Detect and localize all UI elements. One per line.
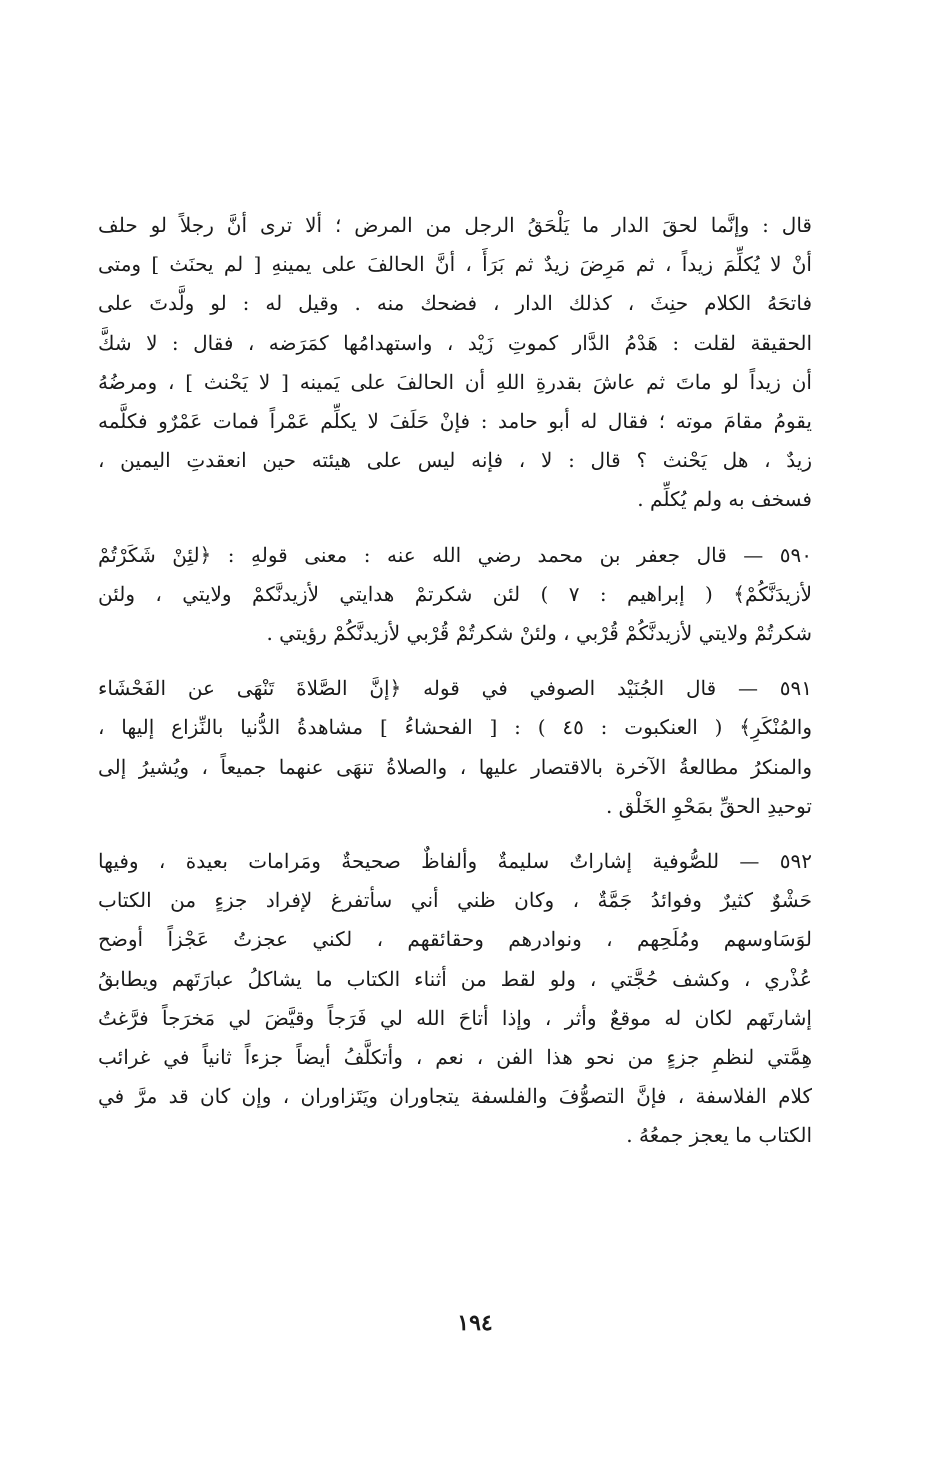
paragraph-continued [98, 206, 812, 520]
text-line: أنْ لا يُكلِّمَ زيداً ، ثم مَرِضَ زيدٌ ثم بَرَأَ ، أنَّ الحالفَ على يمينهِ [ لم يحنَث ] ومتى [98, 252, 812, 277]
text-line: إشارتَهم لكان له موقعٌ وأثر ، وإذا أتاحَ الله لي فَرَجاً وقيَّضَ لي مَخرَجاً فرَّغتُ [98, 1005, 812, 1030]
text-line: الحقيقة لقلت : هَدْمُ الدَّار كموتِ زَيْد ، واستهدامُها كمَرَضه ، فقال : لا شكَّ [98, 330, 812, 355]
text-line: يقومُ مقامَ موته ؛ فقال له أبو حامد : فإنْ حَلَفَ لا يكلِّم عَمْراً فمات عَمْرٌو فكلَّمه [98, 409, 812, 434]
text-line: والمُنْكَرِ﴾ ( العنكبوت : ٤٥ ) : [ الفحشاءُ ] مشاهدةُ الدُّنيا بالنِّزاع إليها ، [98, 715, 812, 740]
paragraph-592 [98, 842, 812, 1156]
main-text [98, 206, 812, 1156]
paragraph-590 [98, 536, 812, 654]
text-line: الكتاب ما يعجز جمعُهُ . [626, 1123, 812, 1148]
text-line: ٥٩٢ — للصُّوفية إشاراتٌ سليمةٌ وألفاظٌ صحيحةٌ ومَرامات بعيدة ، وفيها [98, 849, 812, 874]
text-line: فاتحَهُ الكلام حنِثَ ، كذلك الدار ، فضحك منه . وقيل له : لو ولَّدتَ على [98, 291, 812, 316]
text-line: ٥٩١ — قال الجُنَيْد الصوفي في قوله ﴿إنَّ الصَّلاةَ تَنْهَى عن الفَحْشَاء [98, 676, 812, 701]
text-line: أن زيداً لو ماتَ ثم عاشَ بقدرةِ اللهِ أن الحالفَ على يَمينه [ لا يَحْنث ] ، ومرضُهُ [98, 369, 812, 394]
text-line: قال : وإنَّما لحقَ الدار ما يَلْحَقُ الرجل من المرض ؛ ألا ترى أنَّ رجلاً لو حلف [98, 213, 812, 237]
text-line: فسخف به ولم يُكلِّم . [637, 487, 812, 512]
text-line: لوَسَاوسهم ومُلَحِهم ، ونوادرهم وحقائقهم ، لكني عجزتُ عَجْزاً أوضح [98, 927, 812, 952]
text-line: زيدٌ ، هل يَحْنث ؟ قال : لا ، فإنه ليس على هيئته حين انعقدتِ اليمين ، [98, 448, 812, 473]
text-line: ٥٩٠ — قال جعفر بن محمد رضي الله عنه : معنى قولهِ : ﴿لئِنْ شَكَرْتُمْ [98, 542, 812, 567]
text-line: لأزيدَنَّكُمْ﴾ ( إبراهيم : ٧ ) لئن شكرتمْ هدايتي لأزيدنَّكمْ ولايتي ، ولئن [98, 581, 812, 606]
page-number: ١٩٤ [457, 1310, 493, 1336]
paragraph-591 [98, 669, 812, 826]
text-line: توحيدِ الحقِّ بمَحْوِ الخَلْق . [605, 793, 812, 818]
text-line: حَشْوٌ كثيرٌ وفوائدُ جَمَّةٌ ، وكان ظني أني سأتفرغ لإفراد جزءٍ من الكتاب [98, 888, 812, 913]
text-line: شكرتُمْ ولايتي لأزيدنَّكُمْ قُرْبي ، ولئنْ شكرتُمْ قُرْبي لأزيدنَّكُمْ رؤيتي . [266, 621, 812, 646]
text-line: عُذْري ، وكشف حُجَّتي ، ولو لقط من أثناء الكتاب ما يشاكلُ عبارَتَهم ويطابقُ [98, 966, 812, 991]
text-line: هِمَّتي لنظمِ جزءٍ من نحو هذا الفن ، نعم ، وأتكلَّفُ أيضاً جزءاً ثانياً في غرائب [98, 1045, 812, 1070]
text-line: كلام الفلاسفة ، فإنَّ التصوُّفَ والفلسفة يتجاوران ويَتَزاوران ، وإن كان قد مرَّ في [98, 1084, 812, 1109]
text-line: والمنكرُ مطالعةُ الآخرة بالاقتصار عليها ، والصلاةُ تنهَى عنهما جميعاً ، ويُشيرُ إلى [98, 754, 812, 779]
